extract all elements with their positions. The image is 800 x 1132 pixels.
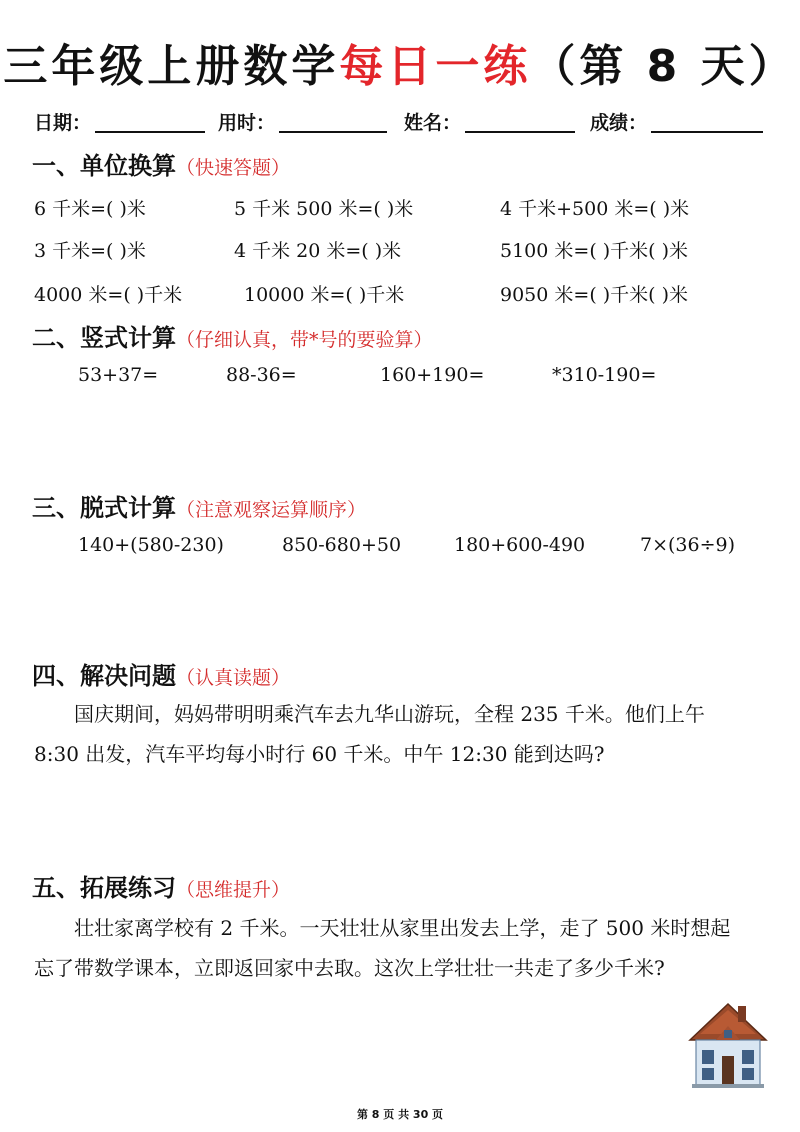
score-blank[interactable] [651, 111, 763, 133]
conversion-item: 3 千米=( )米 [34, 240, 146, 262]
section-3-hint: （注意观察运算顺序） [176, 499, 367, 521]
time-field[interactable] [218, 108, 387, 135]
vertical-problem: 53+37= [78, 364, 159, 386]
problem-4-line-1: 国庆期间，妈妈带明明乘汽车去九华山游玩，全程 235 千米。他们上午 [74, 702, 705, 726]
word-problem-4 [34, 694, 774, 774]
section-4-label: 四、解决问题 [32, 662, 176, 690]
section-3-title [32, 488, 366, 523]
stepwise-problem: 140+(580-230) [78, 534, 224, 556]
info-row [34, 108, 774, 136]
title-highlight: 每日一练 [339, 41, 532, 92]
conversion-item: 4 千米+500 米=( )米 [500, 198, 690, 220]
section-2-title [32, 318, 433, 353]
page-number: 第 8 页 共 30 页 [356, 1108, 444, 1121]
conversion-item: 5 千米 500 米=( )米 [234, 198, 414, 220]
name-field[interactable] [404, 108, 575, 135]
date-blank[interactable] [95, 111, 205, 133]
name-blank[interactable] [465, 111, 575, 133]
problem-4-line-2: 8:30 出发，汽车平均每小时行 60 千米。中午 12:30 能到达吗? [34, 742, 605, 766]
stepwise-problem: 7×(36÷9) [640, 534, 736, 556]
time-blank[interactable] [279, 111, 387, 133]
name-label: 姓名： [404, 112, 462, 134]
stepwise-problem: 180+600-490 [454, 534, 586, 556]
section-5-title [32, 868, 290, 903]
section-3-label: 三、脱式计算 [32, 494, 176, 522]
conversion-item: 9050 米=( )千米( )米 [500, 284, 689, 306]
section-4-title [32, 656, 290, 691]
score-field[interactable] [590, 108, 763, 135]
stepwise-problem: 850-680+50 [282, 534, 402, 556]
date-label: 日期： [34, 112, 92, 134]
vertical-problem: 160+190= [380, 364, 485, 386]
date-field[interactable] [34, 108, 205, 135]
section-2-label: 二、竖式计算 [32, 324, 176, 352]
title-suffix: （第 8 天） [531, 41, 797, 92]
section-2-hint: （仔细认真，带*号的要验算） [176, 329, 433, 351]
section-1-label: 一、单位换算 [32, 152, 176, 180]
score-label: 成绩： [590, 112, 648, 134]
section-1-title [32, 146, 290, 181]
problem-5-line-1: 壮壮家离学校有 2 千米。一天壮壮从家里出发去上学，走了 500 米时想起 [74, 916, 731, 940]
title-prefix: 三年级上册数学 [3, 41, 340, 92]
conversion-item: 10000 米=( )千米 [244, 284, 405, 306]
worksheet-title [0, 30, 800, 94]
vertical-problem: 88-36= [226, 364, 297, 386]
section-4-hint: （认真读题） [176, 667, 291, 689]
conversion-item: 4000 米=( )千米 [34, 284, 183, 306]
problem-5-line-2: 忘了带数学课本，立即返回家中去取。这次上学壮壮一共走了多少千米? [34, 956, 665, 980]
vertical-problem: *310-190= [552, 364, 657, 386]
section-5-hint: （思维提升） [176, 879, 291, 901]
conversion-item: 5100 米=( )千米( )米 [500, 240, 689, 262]
word-problem-5 [34, 908, 774, 988]
time-label: 用时： [218, 112, 276, 134]
house-illustration-icon [686, 1000, 770, 1090]
section-1-hint: （快速答题） [176, 157, 291, 179]
section-5-label: 五、拓展练习 [32, 874, 176, 902]
conversion-item: 6 千米=( )米 [34, 198, 146, 220]
conversion-item: 4 千米 20 米=( )米 [234, 240, 402, 262]
